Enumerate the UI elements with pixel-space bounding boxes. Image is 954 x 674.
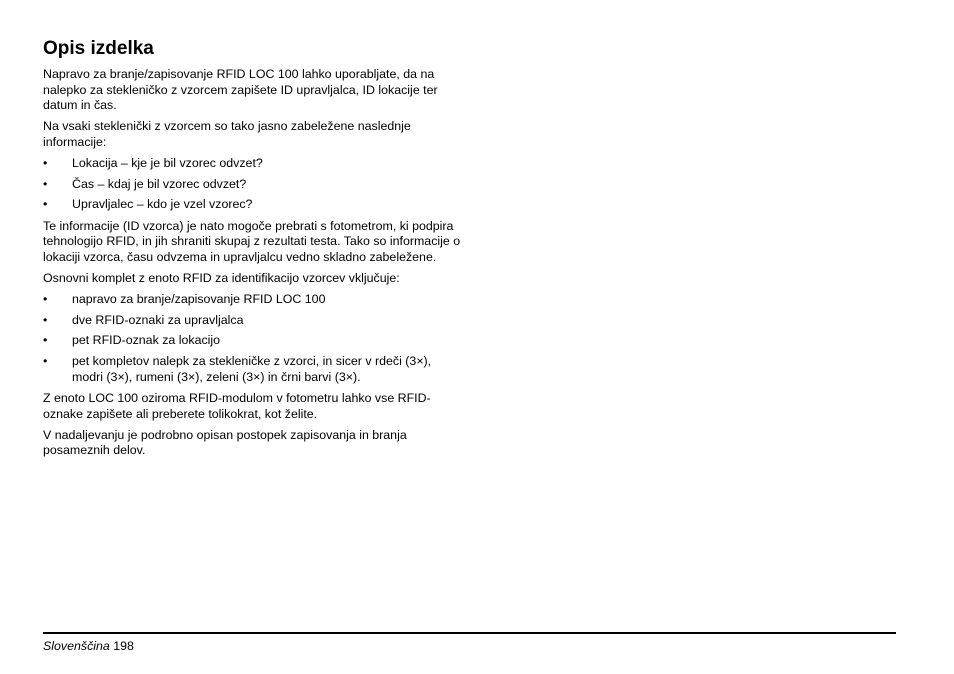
list-item — [43, 292, 463, 308]
paragraph-outlook: V nadaljevanju je podrobno opisan postopek zapisovanja in branja posameznih delov. — [43, 427, 407, 458]
page-footer — [43, 639, 134, 654]
document-body — [43, 37, 463, 464]
bullet-icon: • — [43, 312, 48, 327]
paragraph-sample-id: Te informacije (ID vzorca) je nato mogoče prebrati s fotometrom, ki podpira tehnologijo RFID, in jih shraniti skupaj z rezultati testa. Tako so informacije o lokaciji vzorca, času odvzema in upravljalcu vedno skladno zabeležene. — [43, 218, 461, 264]
list-item — [43, 333, 463, 349]
paragraph-read-write: Z enoto LOC 100 oziroma RFID-modulom v fotometru lahko vse RFID-oznake zapišete ali preberete tolikokrat, kot želite. — [43, 391, 431, 421]
list-item — [43, 354, 463, 385]
bullet-icon: • — [43, 197, 48, 212]
list-item-text: pet RFID-oznak za lokacijo — [72, 333, 221, 348]
footer-language: Slovenščina — [43, 639, 110, 653]
footer-divider — [43, 632, 896, 634]
paragraph-info-lead: Na vsaki steklenički z vzorcem so tako jasno zabeležene naslednje informacije: — [43, 119, 411, 149]
list-item-text: dve RFID-oznaki za upravljalca — [72, 312, 244, 327]
bullet-icon: • — [43, 353, 48, 368]
page-number: 198 — [113, 639, 134, 653]
info-list — [43, 156, 463, 213]
list-item-text: Upravljalec – kdo je vzel vzorec? — [72, 197, 253, 212]
list-item-text: pet kompletov nalepk za stekleničke z vzorci, in sicer v rdeči (3×), modri (3×), rumeni (3×), zeleni (3×) in črni barvi (3×). — [72, 353, 432, 384]
bullet-icon: • — [43, 333, 48, 348]
paragraph-kit-lead: Osnovni komplet z enoto RFID za identifikacijo vzorcev vključuje: — [43, 271, 400, 286]
bullet-icon: • — [43, 155, 48, 170]
list-item — [43, 313, 463, 329]
list-item-text: napravo za branje/zapisovanje RFID LOC 100 — [72, 292, 326, 307]
list-item — [43, 156, 463, 172]
section-heading: Opis izdelka — [43, 38, 154, 59]
kit-list — [43, 292, 463, 385]
bullet-icon: • — [43, 176, 48, 191]
list-item — [43, 177, 463, 193]
list-item — [43, 197, 463, 213]
paragraph-intro: Napravo za branje/zapisovanje RFID LOC 100 lahko uporabljate, da na nalepko za stekleničko z vzorcem zapišete ID upravljalca, ID lokacije ter datum in čas. — [43, 67, 438, 113]
list-item-text: Čas – kdaj je bil vzorec odvzet? — [72, 176, 247, 191]
bullet-icon: • — [43, 292, 48, 307]
list-item-text: Lokacija – kje je bil vzorec odvzet? — [72, 155, 263, 170]
